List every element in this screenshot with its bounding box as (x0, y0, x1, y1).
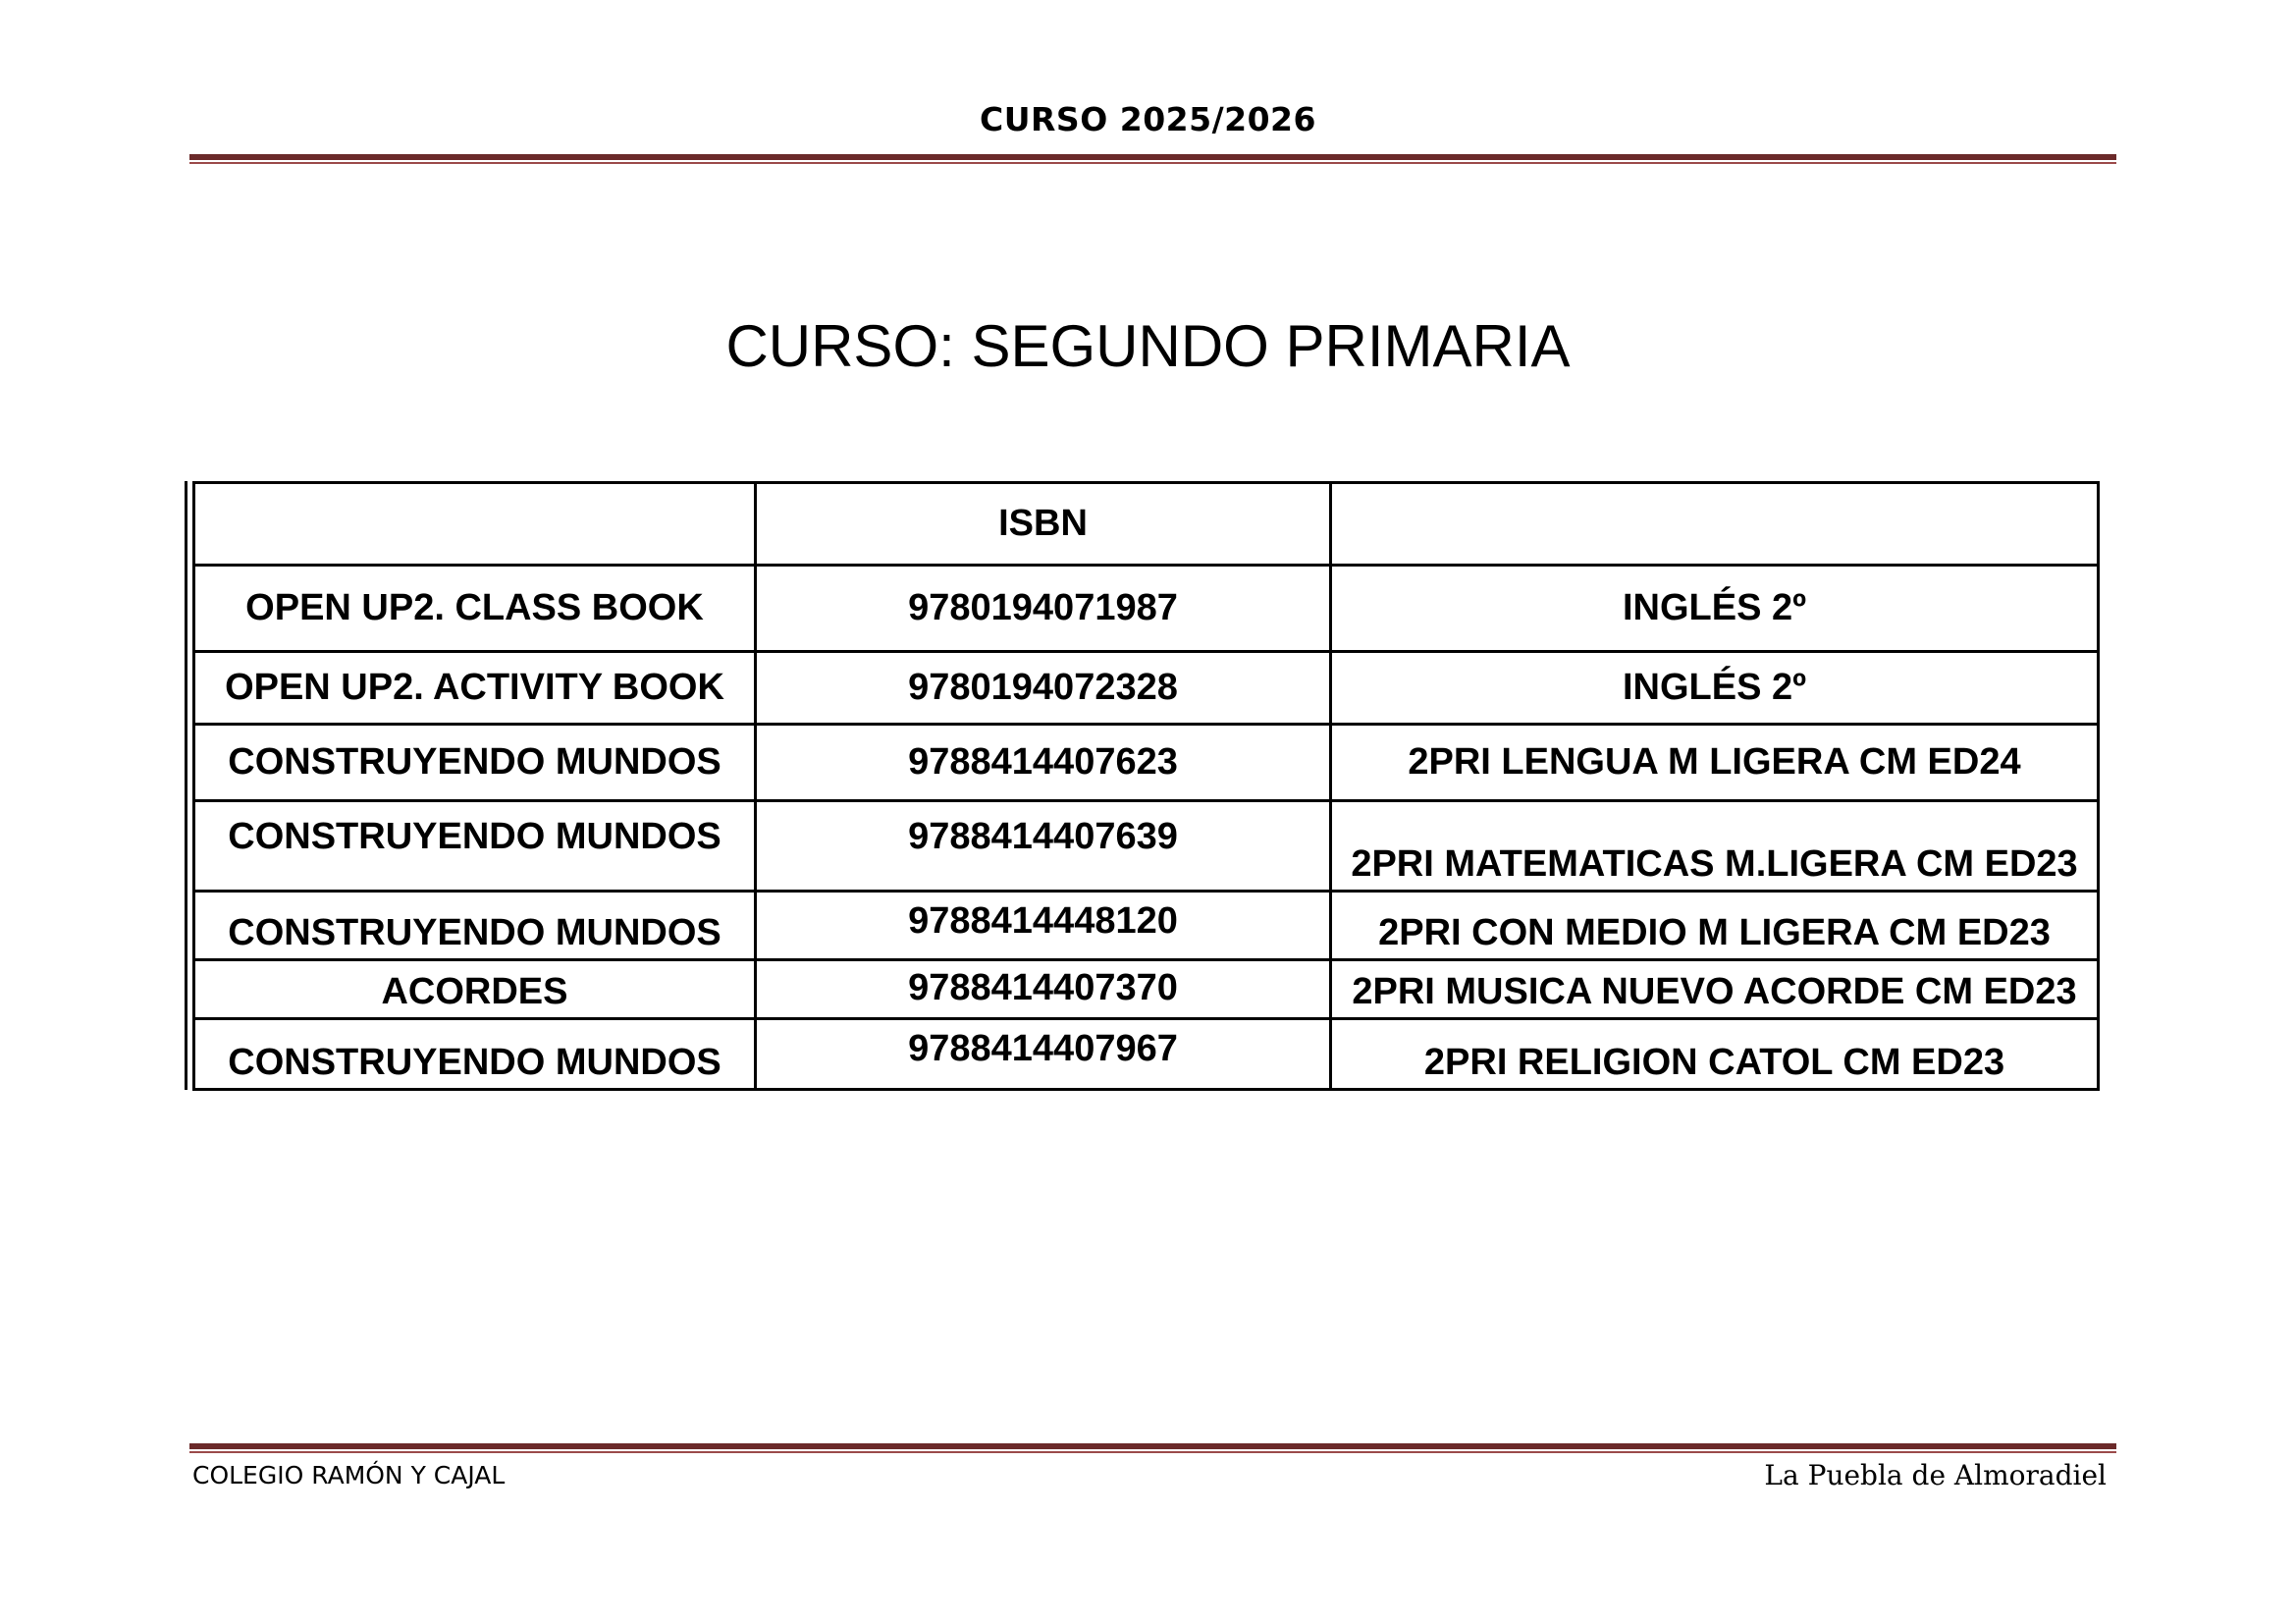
subject-cell: INGLÉS 2º (1331, 566, 2099, 652)
footer-divider (189, 1443, 2116, 1453)
header-cell-subject (1331, 483, 2099, 566)
book-title-cell: OPEN UP2. CLASS BOOK (194, 566, 756, 652)
header-course-year: CURSO 2025/2026 (980, 100, 1316, 138)
table-header-row (194, 483, 2099, 566)
subject-cell: 2PRI RELIGION CATOL CM ED23 (1331, 1019, 2099, 1090)
isbn-cell: 9788414407639 (756, 801, 1331, 892)
book-title-cell: CONSTRUYENDO MUNDOS (194, 892, 756, 960)
book-list-table (192, 481, 2100, 1091)
subject-cell: 2PRI CON MEDIO M LIGERA CM ED23 (1331, 892, 2099, 960)
isbn-cell: 9788414407623 (756, 725, 1331, 801)
subject-cell: 2PRI LENGUA M LIGERA CM ED24 (1331, 725, 2099, 801)
header-cell-title (194, 483, 756, 566)
table-row (194, 892, 2099, 960)
book-title-cell: CONSTRUYENDO MUNDOS (194, 1019, 756, 1090)
footer-school-name: COLEGIO RAMÓN Y CAJAL (192, 1461, 506, 1489)
isbn-cell: 9788414448120 (756, 892, 1331, 960)
header-cell-isbn: ISBN (756, 483, 1331, 566)
subject-cell: 2PRI MATEMATICAS M.LIGERA CM ED23 (1331, 801, 2099, 892)
isbn-cell: 9780194071987 (756, 566, 1331, 652)
book-title-cell: OPEN UP2. ACTIVITY BOOK (194, 652, 756, 725)
subject-cell: 2PRI MUSICA NUEVO ACORDE CM ED23 (1331, 960, 2099, 1019)
table-row (194, 801, 2099, 892)
table-row (194, 566, 2099, 652)
book-title-cell: CONSTRUYENDO MUNDOS (194, 801, 756, 892)
table-left-edge (185, 481, 187, 1090)
book-title-cell: CONSTRUYENDO MUNDOS (194, 725, 756, 801)
isbn-cell: 9780194072328 (756, 652, 1331, 725)
header-divider (189, 154, 2116, 164)
footer-town-name: La Puebla de Almoradiel (1764, 1459, 2107, 1491)
isbn-cell: 9788414407370 (756, 960, 1331, 1019)
page-title: CURSO: SEGUNDO PRIMARIA (725, 313, 1571, 379)
subject-cell: INGLÉS 2º (1331, 652, 2099, 725)
table-row (194, 960, 2099, 1019)
table-row (194, 725, 2099, 801)
table-row (194, 1019, 2099, 1090)
isbn-cell: 9788414407967 (756, 1019, 1331, 1090)
book-title-cell: ACORDES (194, 960, 756, 1019)
table-row (194, 652, 2099, 725)
